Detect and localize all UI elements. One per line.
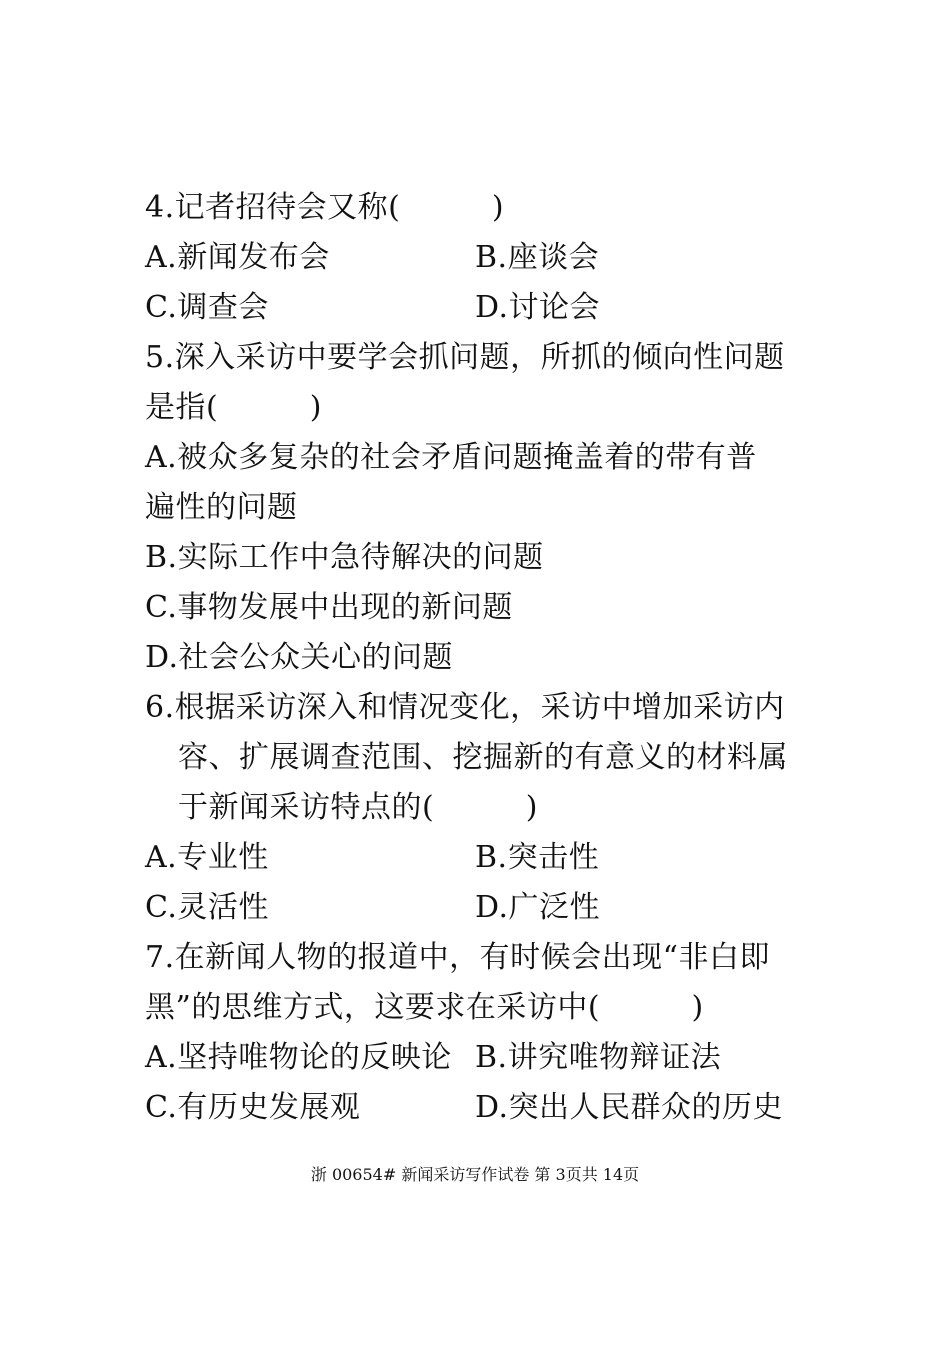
question-4-stem: 4.记者招待会又称( )	[145, 190, 505, 225]
question-6-options-row-1	[145, 833, 815, 883]
question-list	[145, 183, 815, 1133]
question-5-stem-line-2: 是指( )	[145, 390, 322, 425]
question-6-stem-line-1: 6.根据采访深入和情况变化，采访中增加采访内	[145, 690, 785, 725]
question-4-option-d: D.讨论会	[475, 290, 601, 325]
question-4-option-b: B.座谈会	[475, 240, 600, 275]
question-5-option-d: D.社会公众关心的问题	[145, 640, 454, 675]
question-4	[145, 183, 815, 333]
question-4-options-row-1	[145, 233, 815, 283]
question-7-stem-line-1: 7.在新闻人物的报道中，有时候会出现“非白即	[145, 940, 770, 975]
question-6-options-row-2	[145, 883, 815, 933]
question-6-option-c: C.灵活性	[145, 890, 269, 925]
question-7-option-c: C.有历史发展观	[145, 1090, 361, 1125]
question-7-option-b: B.讲究唯物辩证法	[475, 1040, 722, 1075]
question-7-option-a: A.坚持唯物论的反映论	[145, 1040, 452, 1075]
question-5	[145, 333, 815, 683]
question-7-stem-line-2: 黑”的思维方式，这要求在采访中( )	[145, 990, 704, 1025]
question-5-option-c: C.事物发展中出现的新问题	[145, 590, 513, 625]
question-5-option-a-line-1: A.被众多复杂的社会矛盾问题掩盖着的带有普	[145, 440, 757, 475]
question-6	[145, 683, 815, 933]
question-5-option-b: B.实际工作中急待解决的问题	[145, 540, 544, 575]
question-6-option-d: D.广泛性	[475, 890, 601, 925]
page-footer: 浙 00654# 新闻采访写作试卷 第 3页共 14页	[310, 1165, 640, 1184]
question-6-stem-line-3: 于新闻采访特点的( )	[178, 790, 538, 825]
question-7-option-d: D.突出人民群众的历史	[475, 1090, 784, 1125]
question-7-options-row-2	[145, 1083, 815, 1133]
question-7	[145, 933, 815, 1133]
question-7-options-row-1	[145, 1033, 815, 1083]
question-6-option-a: A.专业性	[145, 840, 269, 875]
question-6-stem-line-2: 容、扩展调查范围、挖掘新的有意义的材料属	[178, 740, 788, 775]
question-4-options-row-2	[145, 283, 815, 333]
question-4-option-a: A.新闻发布会	[145, 240, 330, 275]
question-6-option-b: B.突击性	[475, 840, 600, 875]
question-5-stem-line-1: 5.深入采访中要学会抓问题，所抓的倾向性问题	[145, 340, 785, 375]
question-4-option-c: C.调查会	[145, 290, 269, 325]
question-5-option-a-line-2: 遍性的问题	[145, 490, 298, 525]
